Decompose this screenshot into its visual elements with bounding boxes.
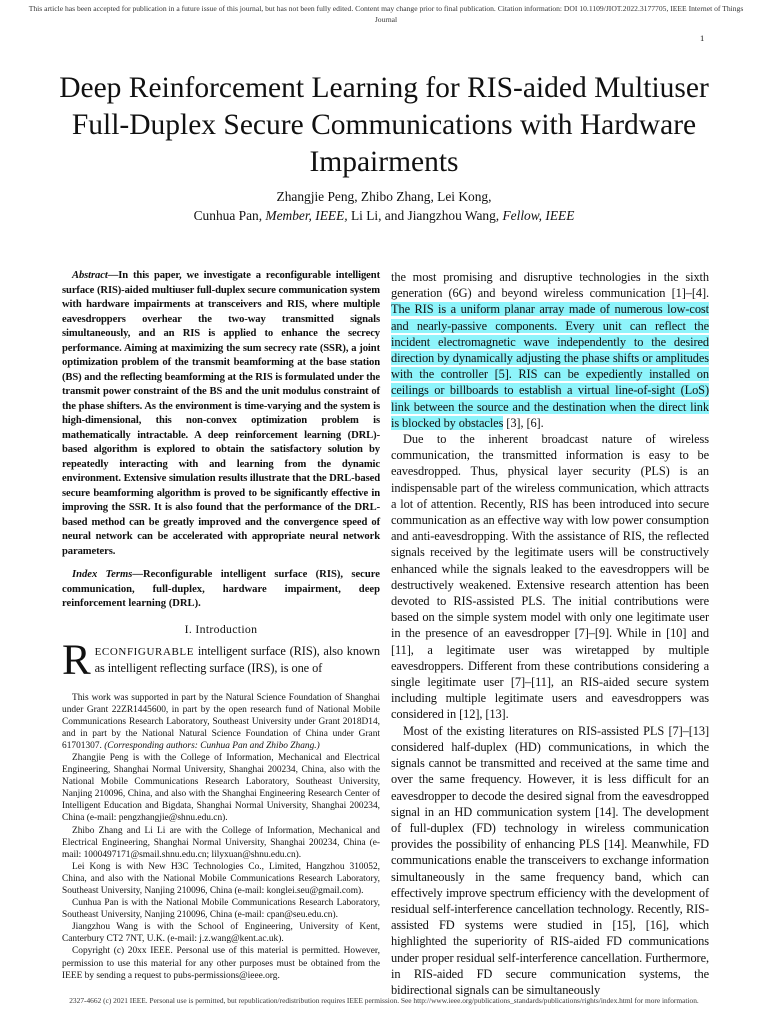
drop-cap: R: [62, 636, 91, 684]
abstract-label: Abstract: [72, 270, 108, 281]
footnote-author-zhang-li: Zhibo Zhang and Li Li are with the College of Information, Mechanical and Electrical Engineering, Shanghai Normal University, Shanghai 200234, China (e-mail: 1000497171@smail.shnu.edu.cn; lilyxuan@shnu.edu.cn).: [62, 825, 380, 860]
page-number: 1: [700, 33, 705, 43]
introduction-opening: [62, 636, 380, 684]
abstract: [62, 269, 380, 559]
introduction-text: intelligent surface (RIS), also known as intelligent reflecting surface (IRS), is one of: [94, 643, 380, 675]
author-line-2: [40, 206, 728, 225]
author-line-1: Zhangjie Peng, Zhibo Zhang, Lei Kong,: [276, 189, 492, 204]
paragraph-ris-end: [3], [6].: [503, 415, 544, 430]
paper-title: Deep Reinforcement Learning for RIS-aided Multiuser Full-Duplex Secure Communications with Hardware Impairments: [59, 72, 709, 178]
paragraph-ris-intro: [391, 269, 709, 431]
section-heading-introduction: I. Introduction: [184, 621, 258, 636]
paragraph-pls: Due to the inherent broadcast nature of wireless communication, the transmitted information is easy to be eavesdropped. Thus, physical layer security (PLS) is an indispensable part of the wireless communication, which attracts a lot of attention. Recently, RIS has been introduced into secure communication as an effective way with low power consumption and anti-eavesdropping. With the assistance of RIS, the reflected signals received by the legitimate users will be constructively enhanced while the signals leaked to the eavesdroppers will be destructively weakened. Extensive research attention has been devoted to RIS-assisted PLS. The initial contributions were based on the simple system model with only one legitimate user in the presence of an eavesdropper [7]–[9]. While in [10] and [11], a legitimate user was wiretapped by multiple eavesdroppers. Different from these contributions considering a single legitimate user [7]–[11], an RIS-aided secure system including multiple legitimate users and eavesdroppers was considered in [12], [13].: [391, 432, 709, 722]
left-column: [62, 269, 380, 982]
abstract-text: —In this paper, we investigate a reconfigurable intelligent surface (RIS)-aided multiuser full-duplex secure communication system with hardware impairments at transceivers and RIS, where multiple eavesdroppers overhear the two-way transmitted signals simultaneously, and an RIS is applied to enhance the secrecy performance. Aiming at maximizing the sum secrecy rate (SSR), a joint optimization problem of the transmit beamforming at the base station (BS) and the reflecting beamforming at the RIS is formulated under the transmit power constraint of the BS and the unit modulus constraint of the phase shifters. As the environment is time-varying and the system is high-dimensional, this non-convex optimization problem is mathematically intractable. A deep reinforcement learning (DRL)-based algorithm is explored to obtain the satisfactory solution by repeatedly interacting with and learning from the dynamic environment. Extensive simulation results illustrate that the DRL-based secure beamforming algorithm is proved to be significantly effective in improving the SSR. It is also found that the performance of the DRL-based method can be greatly improved and the convergence speed of neural network can be accelerated with appropriate neural network parameters.: [62, 270, 380, 557]
index-terms-text: —Reconfigurable intelligent surface (RIS), secure communication, full-duplex, hardware impairment, deep reinforcement learning (DRL).: [62, 569, 380, 609]
footnote-author-peng: Zhangjie Peng is with the College of Information, Mechanical and Electrical Engineering, Shanghai Normal University, Shanghai 200234, China, also with the National Mobile Communications Research Laboratory, Southeast University, Nanjing 210096, China, and also with the Shanghai Engineering Research Center of Intelligent Education and Bigdata, Shanghai Normal University, Shanghai 200234, China (e-mail: pengzhangjie@shnu.edu.cn).: [62, 752, 380, 824]
footnote-author-pan: Cunhua Pan is with the National Mobile Communications Research Laboratory, Southeast University, Nanjing 210096, China (e-mail: cpan@seu.edu.cn).: [62, 898, 380, 921]
author-names-c: Li Li, and Jiangzhou Wang,: [347, 208, 503, 223]
author-names-a: Cunhua Pan,: [193, 208, 266, 223]
paragraph-full-duplex: Most of the existing literatures on RIS-assisted PLS [7]–[13] considered half-duplex (HD) communications, in which the signals cannot be transmitted and received at the same time and over the same frequency. However, it is less difficult for an eavesdropper to decode the desired signal from the eavesdropped signal in an HD communication system [14]. The development of full-duplex (FD) technology in wireless communication provides the possibility of enhancing PLS [14]. Meanwhile, FD communications enable the transceivers to exchange information simultaneously in the same frequency band, which can effectively improve spectrum efficiency with the development of residual self-interference cancellation technology. Recently, RIS-assisted FD systems were studied in [15], [16], which highlighted the superiority of RIS-aided FD communications under proper residual self-interference cancellation. Furthermore, in RIS-aided FD secure communication systems, the bidirectional signals can be simultaneously: [391, 723, 709, 997]
footnote-funding: [62, 692, 380, 752]
footnote-funding-text: This work was supported in part by the Natural Science Foundation of Shanghai under Grant 22ZR1445600, in part by the open research fund of National Mobile Communications Research Laboratory, Southeast University under Grant 2018D14, and in part by the National Natural Science Foundation of China under Grant 61701307.: [62, 692, 380, 751]
author-list: [40, 187, 728, 225]
author-title-member: Member, IEEE,: [265, 208, 348, 223]
highlighted-text: The RIS is a uniform planar array made of numerous low-cost and nearly-passive components. Every unit can reflect the incident electromagnetic wave independently to the desired direction by dynamically adjusting the phase shifts or amplitudes with the controller [5]. RIS can be expediently installed on ceilings or billboards to establish a virtual line-of-sight (LoS) link between the source and the destination when the direct link is blocked by obstacles: [391, 302, 709, 430]
paragraph-ris-start: the most promising and disruptive technologies in the sixth generation (6G) and beyond wireless communication [1]–[4].: [391, 270, 709, 301]
footnotes: [62, 692, 380, 982]
footnote-corresponding: (Corresponding authors: Cunhua Pan and Zhibo Zhang.): [104, 740, 320, 751]
copyright-footer: 2327-4662 (c) 2021 IEEE. Personal use is permitted, but republication/redistribution requires IEEE permission. See http://www.ieee.org/publications_standards/publications/rights/index.html for more information.: [69, 996, 699, 1005]
right-column: [391, 269, 709, 998]
journal-banner: This article has been accepted for publication in a future issue of this journal, but has not been fully edited. Content may change prior to final publication. Citation information: DOI 10.1109/JIOT.2022.3177705, IEEE Internet of Things Journal: [28, 4, 744, 24]
footnote-copyright: Copyright (c) 20xx IEEE. Personal use of this material is permitted. However, permission to use this material for any other purposes must be obtained from the IEEE by sending a request to pubs-permissions@ieee.org.: [62, 946, 380, 981]
footnote-author-kong: Lei Kong is with New H3C Technologies Co., Limited, Hangzhou 310052, China, and also with the National Mobile Communications Research Laboratory, Southeast University, Nanjing 210096, China (e-mail: konglei.seu@gmail.com).: [62, 861, 380, 896]
index-terms-label: Index Terms: [72, 569, 133, 580]
lead-caps: ECONFIGURABLE: [94, 645, 195, 658]
author-title-fellow: Fellow, IEEE: [502, 208, 575, 223]
index-terms: [62, 568, 380, 612]
footnote-author-wang: Jiangzhou Wang is with the School of Engineering, University of Kent, Canterbury CT2 7NT, U.K. (e-mail: j.z.wang@kent.ac.uk).: [62, 922, 380, 945]
